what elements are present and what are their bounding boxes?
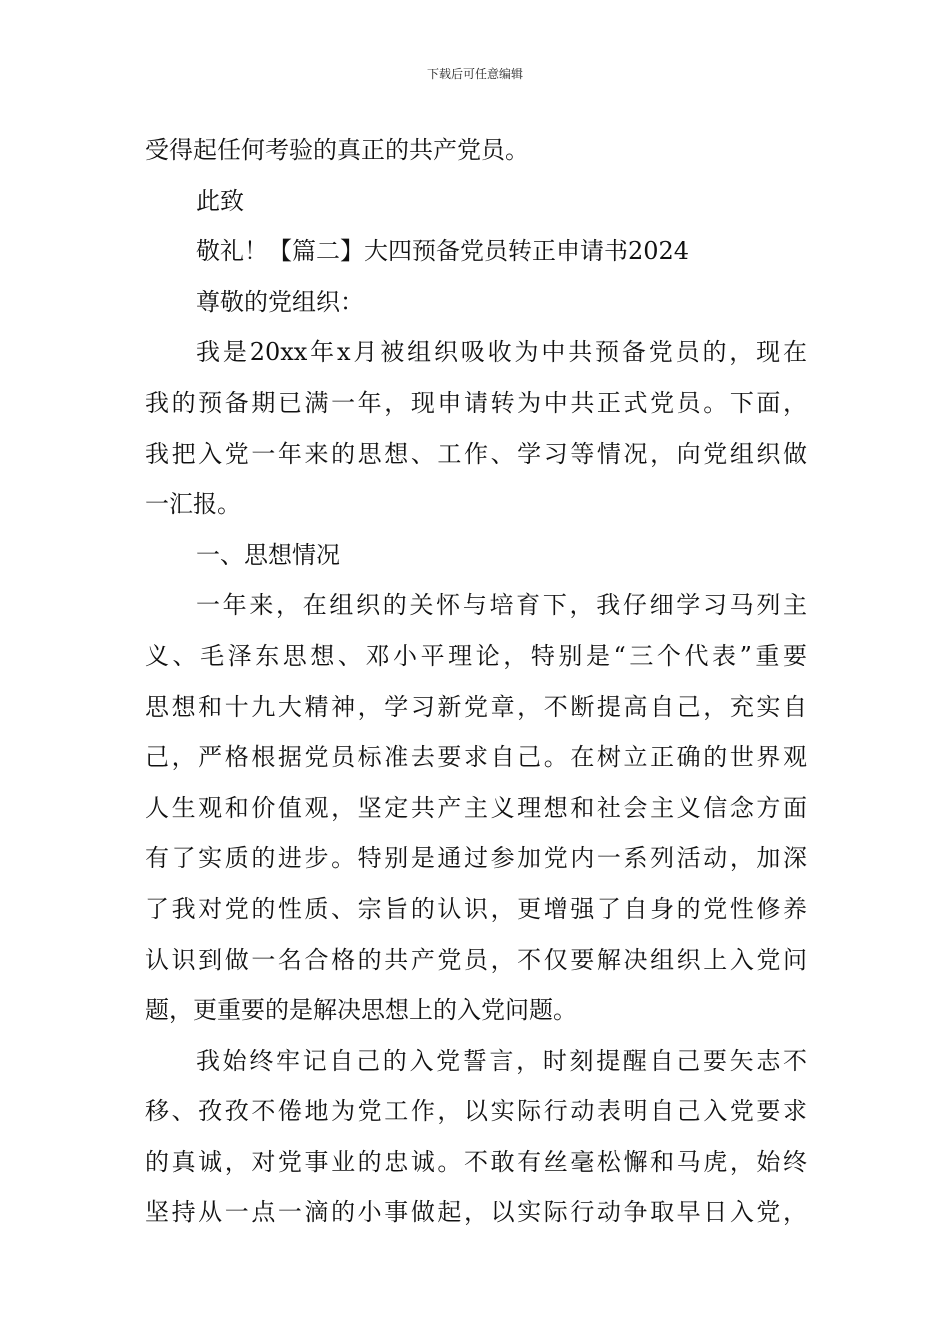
text-line: 一年来，在组织的关怀与培育下，我仔细学习马列主 xyxy=(196,591,807,620)
text-line: 了我对党的性质、宗旨的认识，更增强了自身的党性修养 xyxy=(145,894,807,923)
text-line: 我是20xx年x月被组织吸收为中共预备党员的，现在 xyxy=(196,338,807,367)
text-line: 有了实质的进步。特别是通过参加党内一系列活动，加深 xyxy=(145,844,807,873)
text-line: 我的预备期已满一年，现申请转为中共正式党员。下面， xyxy=(145,388,807,417)
text-line: 我把入党一年来的思想、工作、学习等情况，向党组织做 xyxy=(145,439,807,468)
page-header: 下载后可任意编辑 xyxy=(426,67,523,81)
text-line: 尊敬的党组织： xyxy=(196,287,364,316)
text-line: 一、思想情况 xyxy=(196,540,340,569)
text-line: 敬礼！【篇二】大四预备党员转正申请书2024 xyxy=(196,237,690,266)
text-line: 受得起任何考验的真正的共产党员。 xyxy=(145,136,529,164)
text-line: 己，严格根据党员标准去要求自己。在树立正确的世界观 xyxy=(145,743,807,772)
text-line: 此致 xyxy=(196,186,244,215)
text-line: 我始终牢记自己的入党誓言，时刻提醒自己要矢志不 xyxy=(196,1046,807,1075)
text-line: 的真诚，对党事业的忠诚。不敢有丝毫松懈和马虎，始终 xyxy=(145,1147,807,1176)
document-body xyxy=(145,125,807,1238)
text-line: 认识到做一名合格的共产党员，不仅要解决组织上入党问 xyxy=(145,945,807,974)
text-line: 题，更重要的是解决思想上的入党问题。 xyxy=(145,996,577,1025)
text-line: 坚持从一点一滴的小事做起，以实际行动争取早日入党， xyxy=(145,1198,807,1227)
text-line: 人生观和价值观，坚定共产主义理想和社会主义信念方面 xyxy=(145,793,807,822)
text-line: 义、毛泽东思想、邓小平理论，特别是“三个代表”重要 xyxy=(145,641,807,670)
text-line: 移、孜孜不倦地为党工作，以实际行动表明自己入党要求 xyxy=(145,1097,807,1126)
text-line: 一汇报。 xyxy=(145,490,241,519)
text-line: 思想和十九大精神，学习新党章，不断提高自己，充实自 xyxy=(145,692,807,721)
